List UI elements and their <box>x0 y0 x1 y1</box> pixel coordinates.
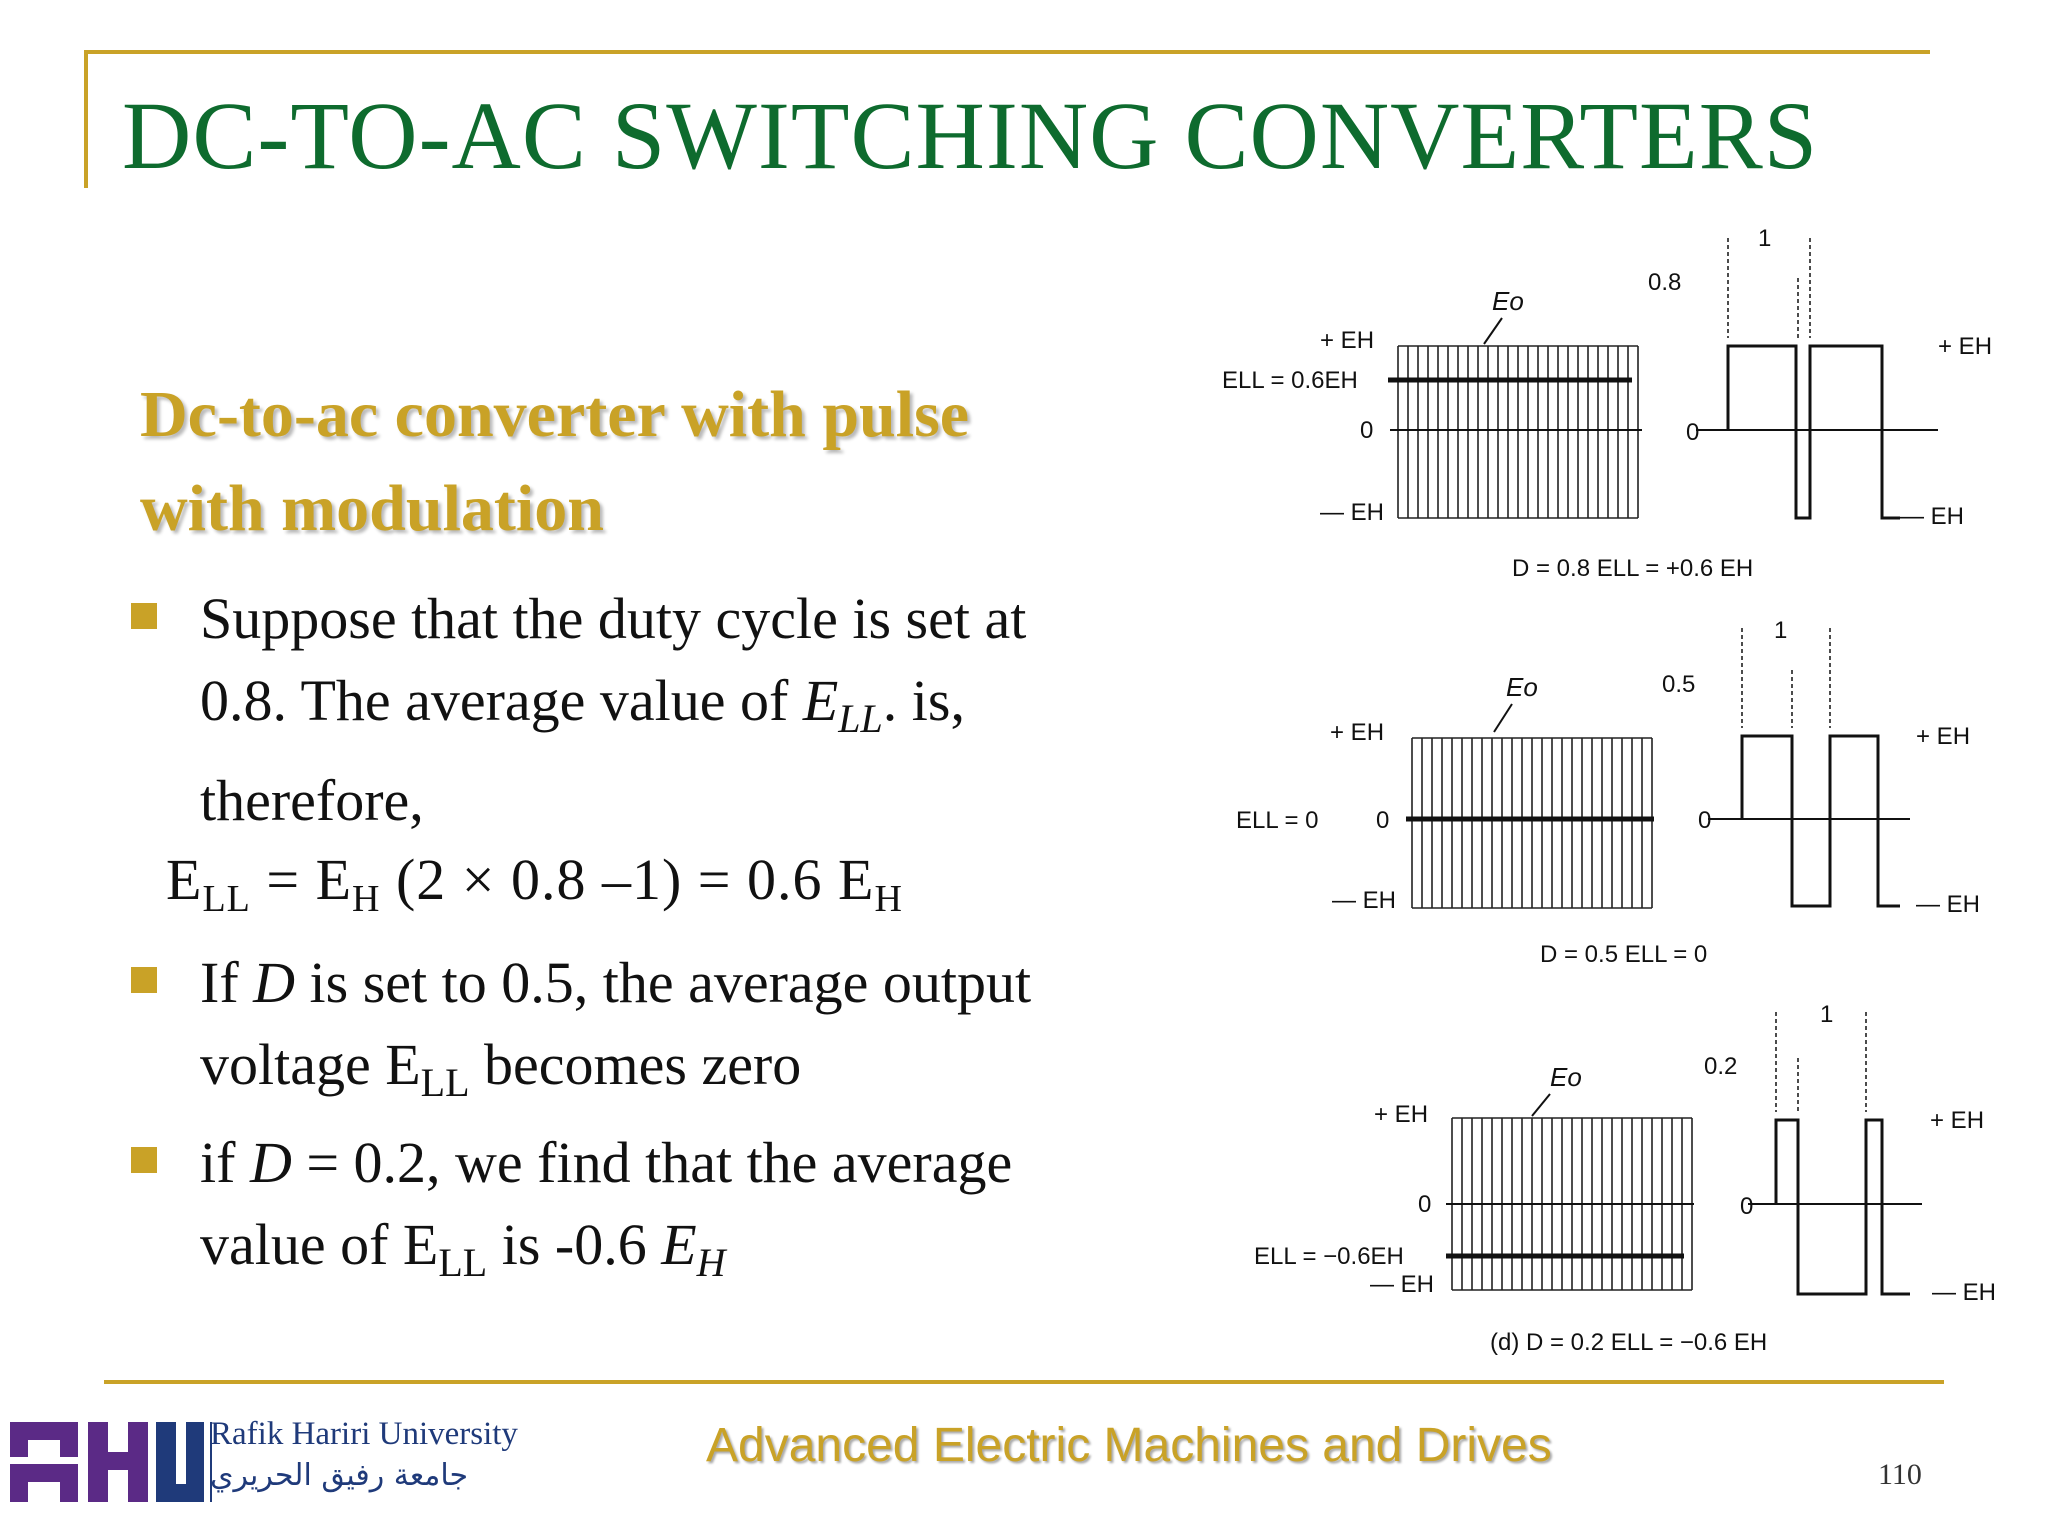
ell-label-2: ELL = 0 <box>1236 807 1319 834</box>
period-label-1: 1 <box>1758 225 1772 252</box>
plus-eh-label-3: + EH <box>1374 1101 1429 1128</box>
rhu-logo-u-mark <box>156 1422 204 1502</box>
minus-eh-label-1b: — EH <box>1900 503 1965 530</box>
slide-title: DC-TO-AC SWITCHING CONVERTERS <box>122 82 1819 189</box>
bullet-3-text <box>200 1122 1200 1304</box>
pulse-train-2 <box>1412 738 1652 908</box>
bullet-2-marker <box>126 962 162 998</box>
period-label-3: 1 <box>1820 1001 1834 1028</box>
zero-label-1: 0 <box>1360 417 1374 444</box>
pwm-waveform-figure <box>1210 218 2020 1378</box>
ell-label-1: ELL = 0.6EH <box>1222 367 1358 394</box>
duty-label-2: 0.5 <box>1662 671 1696 698</box>
zero-label-3b: 0 <box>1740 1193 1754 1220</box>
page-number: 110 <box>1878 1458 1922 1491</box>
zero-label-1b: 0 <box>1686 419 1700 446</box>
period-waveform-1 <box>1696 346 1938 518</box>
zero-label-2b: 0 <box>1698 807 1712 834</box>
bullet-3-line-2: value of $E_{LL}$ is -0.6 $E_H$ <box>200 1212 726 1285</box>
bullet-1-text <box>200 578 1200 842</box>
zero-label-3: 0 <box>1418 1191 1432 1218</box>
top-rule <box>84 50 1930 54</box>
minus-eh-label-3b: — EH <box>1932 1279 1997 1306</box>
subtitle-line-2: with modulation <box>140 472 604 545</box>
eo-label-3: Eo <box>1550 1062 1582 1092</box>
slide-subtitle <box>140 368 1140 556</box>
bullet-3-marker <box>126 1142 162 1178</box>
period-label-2: 1 <box>1774 617 1788 644</box>
rhu-logo-r-mark <box>10 1422 78 1502</box>
plus-eh-label-1b: + EH <box>1938 333 1993 360</box>
period-waveform-2 <box>1708 736 1910 906</box>
course-title: Advanced Electric Machines and Drives <box>706 1419 1552 1472</box>
plus-eh-label-2b: + EH <box>1916 723 1971 750</box>
duty-label-1: 0.8 <box>1648 269 1682 296</box>
diagram-d08 <box>1222 225 1992 582</box>
diagram-d02 <box>1254 1001 1996 1356</box>
bullet-2-line-1: If D is set to 0.5, the average output <box>200 950 1032 1015</box>
diagram-d05 <box>1236 617 1980 968</box>
caption-3: (d) D = 0.2 ELL = −0.6 EH <box>1490 1329 1768 1356</box>
minus-eh-label-2: — EH <box>1332 887 1397 914</box>
pulse-train-1 <box>1398 346 1638 518</box>
bullet-1-line-1: Suppose that the duty cycle is set at <box>200 586 1027 651</box>
rhu-logo-h-mark <box>88 1422 148 1502</box>
minus-eh-label-2b: — EH <box>1916 891 1981 918</box>
subtitle-line-1: Dc-to-ac converter with pulse <box>140 378 970 451</box>
bullet-2-text <box>200 942 1200 1124</box>
left-rule <box>84 50 88 188</box>
eo-label-1: Eo <box>1492 286 1524 316</box>
bullet-2-line-2: voltage $E_{LL}$ becomes zero <box>200 1032 802 1105</box>
caption-1: D = 0.8 ELL = +0.6 EH <box>1512 555 1754 582</box>
plus-eh-label-1: + EH <box>1320 327 1375 354</box>
bottom-rule <box>104 1380 1944 1384</box>
bullet-1-marker <box>126 598 162 634</box>
bullet-1-line-3: therefore, <box>200 768 424 833</box>
zero-label-2: 0 <box>1376 807 1390 834</box>
ell-label-3: ELL = −0.6EH <box>1254 1243 1404 1270</box>
caption-2: D = 0.5 ELL = 0 <box>1540 941 1708 968</box>
university-name-en: Rafik Hariri University <box>210 1416 518 1452</box>
period-waveform-3 <box>1748 1120 1922 1294</box>
equation: $E_{LL} = E_H$ (2 × 0.8 –1) = 0.6 $E_H$ <box>166 847 903 920</box>
minus-eh-label-3: — EH <box>1370 1271 1435 1298</box>
university-name-ar: جامعة رفيق الحريري <box>210 1458 469 1493</box>
bullet-1-line-2: 0.8. The average value of $E_{LL}$. is, <box>200 668 965 741</box>
plus-eh-label-3b: + EH <box>1930 1107 1985 1134</box>
plus-eh-label-2: + EH <box>1330 719 1385 746</box>
eo-label-2: Eo <box>1506 672 1538 702</box>
bullet-3-line-1: if D = 0.2, we find that the average <box>200 1130 1013 1195</box>
minus-eh-label-1: — EH <box>1320 499 1385 526</box>
duty-label-3: 0.2 <box>1704 1053 1738 1080</box>
